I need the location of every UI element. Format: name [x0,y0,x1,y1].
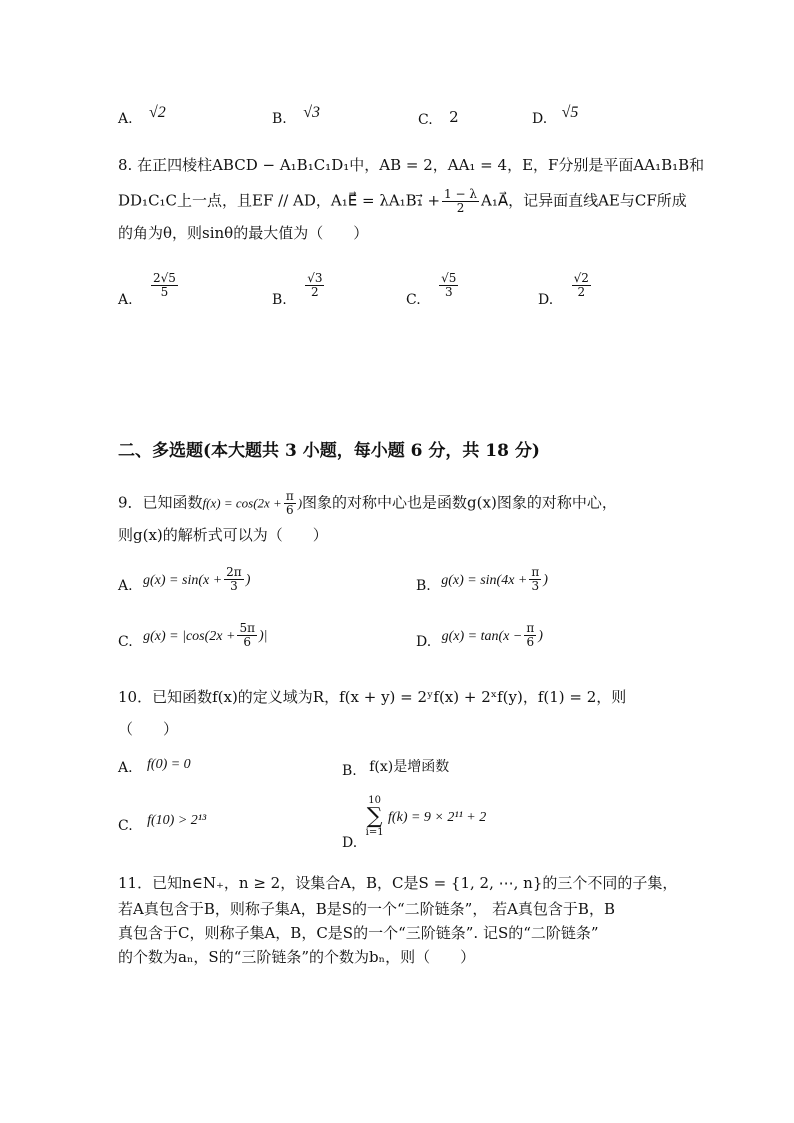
q11-line3: 真包含于C，则称子集A，B，C是S的一个“三阶链条”. 记S的“二阶链条” [118,924,599,942]
q7-option-d-value: √5 [561,104,579,121]
q8-fraction: $\frac{1 - \lambda}{2}$ [444,187,477,216]
q11-line4: 的个数为aₙ，S的“三阶链条”的个数为bₙ，则（ ） [118,948,476,966]
q9-line1: 9．已知函数f(x) = cos(2x + $\frac{\pi}{6}$ )图象的对称中心也是函数g(x)图象的对称中心， [118,489,617,518]
q7-option-a-value: √2 [149,104,166,121]
q9-option-a: A. g(x) = sin(x + $\frac{2\pi}{3}$ ) [118,565,251,594]
q10-line2: （ ） [118,720,179,738]
q10-option-b: B. f(x)是增函数 [342,759,450,779]
q7-option-b-value: √3 [303,104,320,121]
q7-option-d: D. √5 [532,104,579,127]
q10-option-a: A. f(0) = 0 [118,757,191,776]
section-heading: 二、多选题(本大题共 3 小题，每小题 6 分，共 18 分) [118,441,540,461]
q8-line1: 8. 在正四棱柱ABCD − A₁B₁C₁D₁中，AB = 2，AA₁ = 4，E，F分别是平面AA₁B₁B和 [118,156,705,174]
q11-line2: 若A真包含于B，则称子集A，B是S的一个“二阶链条”， 若A真包含于B，B [118,900,615,918]
q10-option-d: D. 10 ∑ i=1 f(k) = 9 × 2¹¹ + 2 [342,795,487,851]
q8-line2: DD₁C₁C上一点，且EF // AD，A₁E⃗ = λA₁B₁⃗ + $\frac{1 - \lambda}{2}$ A₁A⃗，记异面直线AE与CF所成 [118,187,687,216]
q7-option-c: C. 2 [418,108,459,128]
q10-option-c: C. f(10) > 2¹³ [118,813,207,834]
q7-option-b: B. √3 [272,104,320,127]
q7-option-c-value: 2 [449,108,459,126]
q9-option-c: C. g(x) = |cos(2x + $\frac{5\pi}{6}$ )| [118,621,268,650]
q9-option-d: D. g(x) = tan(x − $\frac{\pi}{6}$ ) [416,621,543,650]
q10-line1: 10．已知函数f(x)的定义域为R，f(x + y) = 2ʸf(x) + 2ˣf(y)，f(1) = 2，则 [118,688,627,706]
q8-option-a: A. $\frac{2√5}{5}$ [118,271,176,308]
q9-line2: 则g(x)的解析式可以为（ ） [118,526,328,544]
q9-option-b: B. g(x) = sin(4x + $\frac{\pi}{3}$ ) [416,565,548,594]
q8-option-b: B. $\frac{√3}{2}$ [272,271,323,308]
q7-option-a: A. √2 [118,104,166,127]
q8-line3: 的角为θ，则sinθ的最大值为（ ） [118,224,369,242]
q8-option-c: C. $\frac{√5}{3}$ [406,271,457,308]
summation-symbol: 10 ∑ i=1 [365,795,384,838]
q8-option-d: D. $\frac{√2}{2}$ [538,271,589,308]
q11-line1: 11．已知n∈N₊，n ≥ 2，设集合A，B，C是S = {1, 2, ⋯, n}的三个不同的子集， [118,874,678,892]
